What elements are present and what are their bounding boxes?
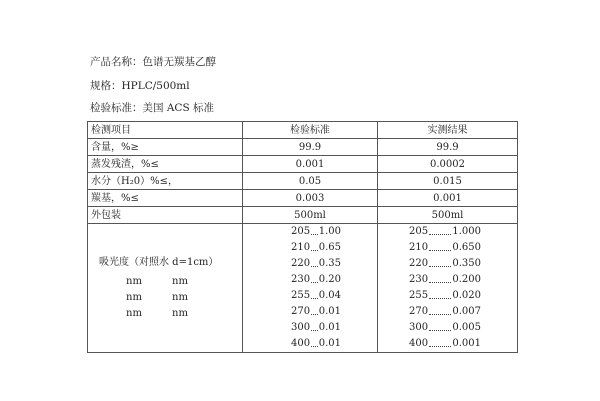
absorbance-standard-entry: [246, 320, 374, 336]
absorbance-standard-wavelength: 255: [291, 290, 311, 301]
row-item: 外包装: [88, 207, 243, 224]
nm-unit: nm: [126, 291, 142, 303]
absorbance-result-value: 0.650: [452, 242, 481, 253]
absorbance-standard-entry: [246, 336, 374, 352]
table-row: [88, 156, 518, 173]
nm-unit: nm: [126, 275, 142, 287]
absorbance-result-entry: [381, 256, 514, 272]
spec-line: 规格：HPLC/500ml: [90, 80, 190, 92]
absorbance-result-wavelength: 210: [409, 242, 429, 253]
absorbance-standard-wavelength: 220: [291, 258, 311, 269]
absorbance-standard-cell: [243, 224, 378, 353]
dotted-leader: [311, 266, 318, 267]
dotted-leader: [429, 314, 451, 315]
standard-line: 检验标准：美国 ACS 标准: [90, 102, 214, 114]
row-result: 0.001: [378, 190, 518, 207]
absorbance-result-value: 0.007: [452, 306, 481, 317]
absorbance-result-value: 0.001: [452, 338, 481, 349]
table-row: [88, 173, 518, 190]
nm-unit: nm: [172, 291, 188, 303]
row-item: 羰基，%≤: [88, 190, 243, 207]
dotted-leader: [429, 266, 451, 267]
row-result: 500ml: [378, 207, 518, 224]
absorbance-result-wavelength: 400: [409, 338, 429, 349]
dotted-leader: [429, 282, 451, 283]
table-row: [88, 190, 518, 207]
nm-unit: nm: [172, 275, 188, 287]
dotted-leader: [311, 314, 318, 315]
row-result: 99.9: [378, 139, 518, 156]
dotted-leader: [311, 234, 318, 235]
absorbance-result-value: 1.000: [452, 226, 481, 237]
dotted-leader: [429, 250, 451, 251]
absorbance-standard-value: 0.04: [318, 290, 341, 301]
absorbance-result-entry: [381, 304, 514, 320]
absorbance-standard-value: 0.20: [318, 274, 341, 285]
absorbance-row: [88, 224, 518, 353]
absorbance-standard-wavelength: 300: [291, 322, 311, 333]
header-result: 实测结果: [378, 122, 518, 139]
table-row: [88, 207, 518, 224]
nm-unit: nm: [172, 307, 188, 319]
absorbance-standard-wavelength: 205: [291, 226, 311, 237]
absorbance-result-wavelength: 270: [409, 306, 429, 317]
row-item: 水分（H₂0）%≤，: [88, 173, 243, 190]
row-standard: 0.05: [243, 173, 378, 190]
dotted-leader: [311, 298, 318, 299]
absorbance-standard-value: 1.00: [318, 226, 341, 237]
absorbance-standard-entry: [246, 224, 374, 240]
dotted-leader: [429, 330, 451, 331]
row-standard: 500ml: [243, 207, 378, 224]
row-item: 含量，%≥: [88, 139, 243, 156]
absorbance-result-entry: [381, 320, 514, 336]
absorbance-result-entry: [381, 336, 514, 352]
absorbance-result-value: 0.020: [452, 290, 481, 301]
absorbance-result-entry: [381, 240, 514, 256]
header-item: 检测项目: [88, 122, 243, 139]
absorbance-result-entry: [381, 272, 514, 288]
absorbance-standard-entry: [246, 240, 374, 256]
product-name: 产品名称：色谱无羰基乙醇: [90, 56, 216, 68]
row-item: 蒸发残渣，%≤: [88, 156, 243, 173]
row-result: 0.0002: [378, 156, 518, 173]
row-standard: 99.9: [243, 139, 378, 156]
dotted-leader: [429, 346, 451, 347]
absorbance-result-entry: [381, 224, 514, 240]
absorbance-result-wavelength: 205: [409, 226, 429, 237]
dotted-leader: [311, 250, 318, 251]
dotted-leader: [311, 282, 318, 283]
row-standard: 0.003: [243, 190, 378, 207]
absorbance-standard-value: 0.01: [318, 338, 341, 349]
absorbance-result-wavelength: 255: [409, 290, 429, 301]
nm-unit-grid: [126, 274, 239, 322]
absorbance-result-wavelength: 230: [409, 274, 429, 285]
absorbance-standard-wavelength: 400: [291, 338, 311, 349]
absorbance-standard-entry: [246, 272, 374, 288]
absorbance-standard-value: 0.65: [318, 242, 341, 253]
dotted-leader: [311, 346, 318, 347]
table-row: [88, 139, 518, 156]
absorbance-standard-value: 0.01: [318, 306, 341, 317]
nm-unit: nm: [126, 307, 142, 319]
absorbance-result-value: 0.005: [452, 322, 481, 333]
absorbance-standard-value: 0.35: [318, 258, 341, 269]
absorbance-standard-entry: [246, 256, 374, 272]
absorbance-label-cell: [88, 224, 243, 353]
spec-table: [87, 121, 518, 353]
absorbance-standard-value: 0.01: [318, 322, 341, 333]
table-header-row: [88, 122, 518, 139]
absorbance-label: 吸光度（对照水 d=1cm）: [99, 256, 219, 268]
absorbance-standard-wavelength: 270: [291, 306, 311, 317]
nm-row: [126, 306, 239, 322]
dotted-leader: [429, 234, 451, 235]
absorbance-standard-entry: [246, 288, 374, 304]
absorbance-result-value: 0.200: [452, 274, 481, 285]
absorbance-result-wavelength: 300: [409, 322, 429, 333]
absorbance-result-cell: [378, 224, 518, 353]
dotted-leader: [429, 298, 451, 299]
dotted-leader: [311, 330, 318, 331]
absorbance-standard-wavelength: 230: [291, 274, 311, 285]
absorbance-standard-entry: [246, 304, 374, 320]
absorbance-result-wavelength: 220: [409, 258, 429, 269]
row-standard: 0.001: [243, 156, 378, 173]
row-result: 0.015: [378, 173, 518, 190]
header-standard: 检验标准: [243, 122, 378, 139]
nm-row: [126, 290, 239, 306]
nm-row: [126, 274, 239, 290]
absorbance-result-entry: [381, 288, 514, 304]
absorbance-standard-wavelength: 210: [291, 242, 311, 253]
absorbance-result-value: 0.350: [452, 258, 481, 269]
